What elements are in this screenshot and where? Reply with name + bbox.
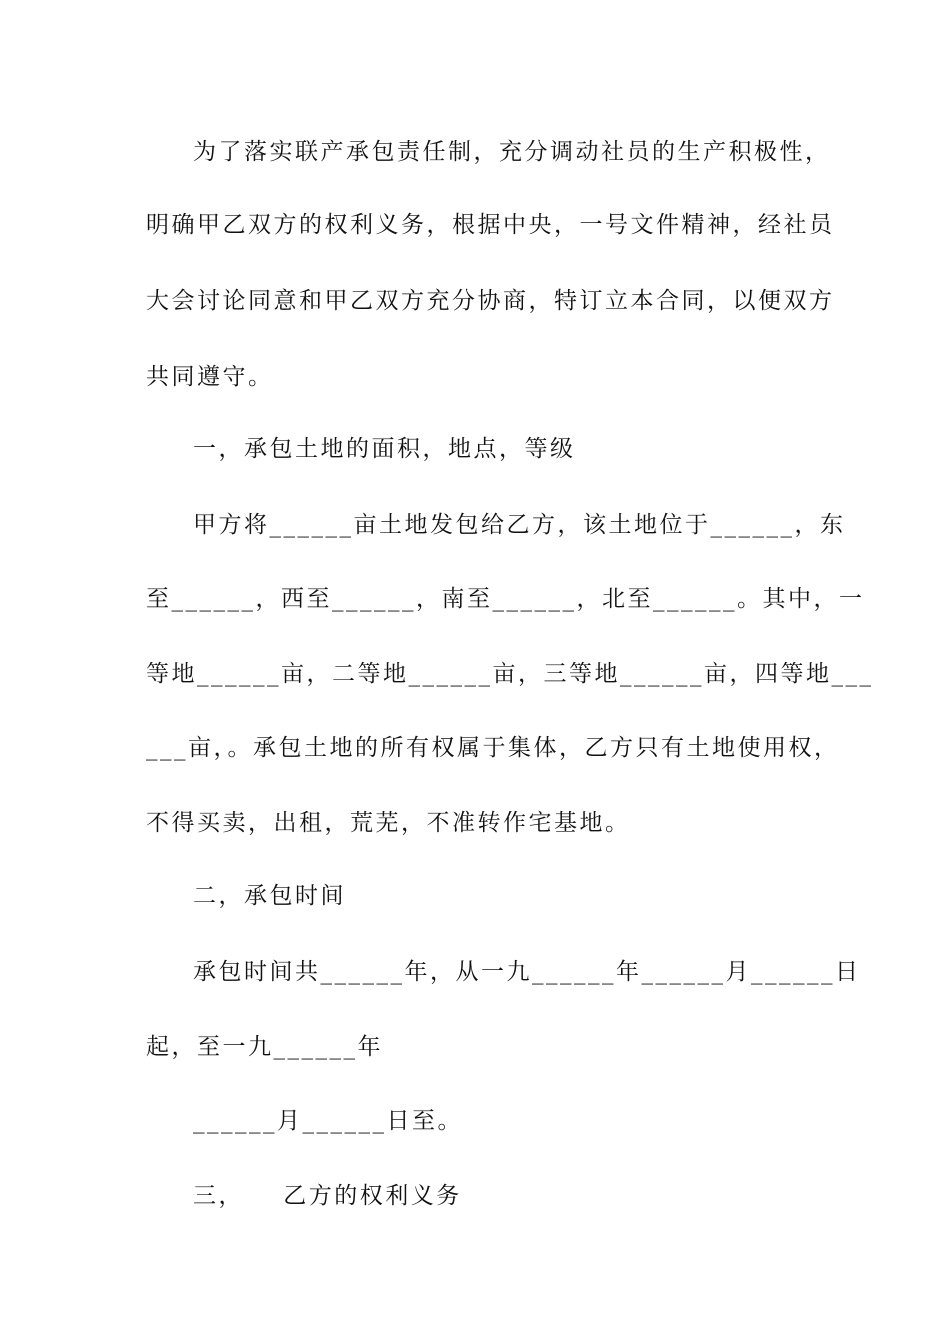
section-1-line-3: 等地______亩，二等地______亩，三等地______亩，四等地___ xyxy=(146,661,874,687)
section-2-line-1: 承包时间共______年，从一九______年______月______日 xyxy=(193,959,861,985)
section-1-line-2: 至______，西至______，南至______，北至______。其中，一 xyxy=(146,586,865,612)
section-2-line-2: 起，至一九______年 xyxy=(146,1034,383,1060)
section-1-line-1: 甲方将______亩土地发包给乙方，该土地位于______，东 xyxy=(193,512,846,538)
paragraph-intro-line-4: 共同遵守。 xyxy=(146,364,274,390)
section-heading-2: 二，承包时间 xyxy=(193,883,346,909)
section-heading-1: 一，承包土地的面积，地点，等级 xyxy=(193,436,576,462)
paragraph-intro-line-3: 大会讨论同意和甲乙双方充分协商，特订立本合同，以便双方 xyxy=(146,288,835,314)
section-1-line-4: ___亩，。承包土地的所有权属于集体，乙方只有土地使用权， xyxy=(146,735,840,761)
paragraph-intro-line-2: 明确甲乙双方的权利义务，根据中央，一号文件精神，经社员 xyxy=(146,212,835,238)
section-2-line-3: ______月______日至。 xyxy=(193,1108,463,1134)
paragraph-intro-line-1: 为了落实联产承包责任制，充分调动社员的生产积极性， xyxy=(193,139,831,165)
section-1-line-5: 不得买卖，出租，荒芜，不准转作宅基地。 xyxy=(146,810,631,836)
section-heading-3: 三， 乙方的权利义务 xyxy=(193,1183,462,1209)
